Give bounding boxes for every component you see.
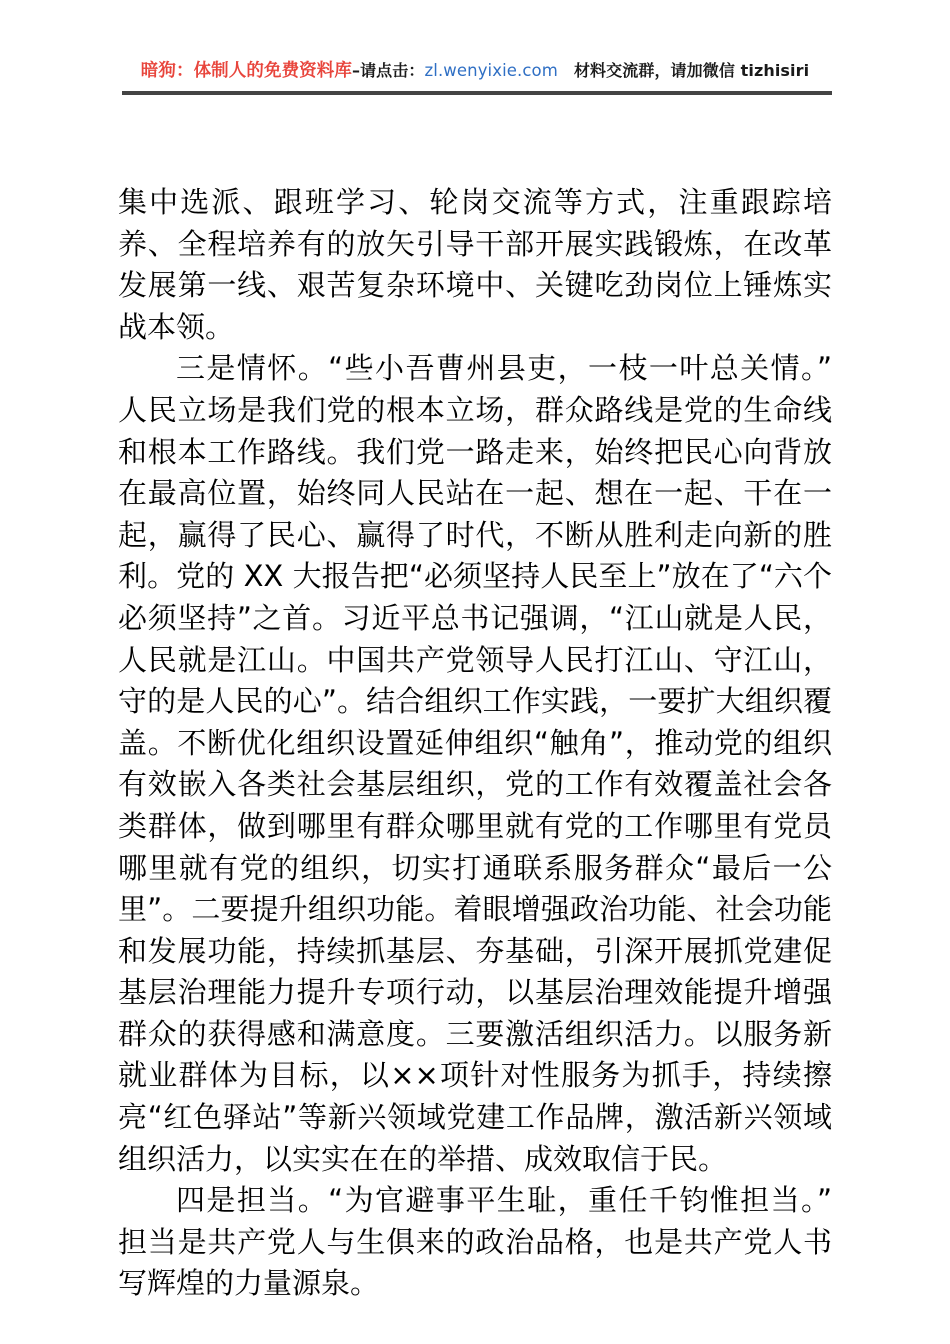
paragraph-continuation: 集中选派、跟班学习、轮岗交流等方式，注重跟踪培养、全程培养有的放矢引导干部开展实践锻炼，在改革发展第一线、艰苦复杂环境中、关键吃劲岗位上锤炼实战本领。 <box>118 185 832 344</box>
paragraph-si-shi-dan-dang: 四是担当。“为官避事平生耻，重任千钧惟担当。” 担当是共产党人与生俱来的政治品格，也是共产党人书写辉煌的力量源泉。 <box>118 1183 832 1301</box>
promo-cta-text: –请点击： <box>351 61 425 80</box>
promo-banner <box>0 58 950 84</box>
promo-site-link[interactable]: zl.wenyixie.com <box>424 61 558 80</box>
header-divider <box>122 91 832 95</box>
document-body <box>118 182 832 1305</box>
paragraph-san-shi-qing-huai: 三是情怀。“些小吾曹州县吏，一枝一叶总关情。” 人民立场是我们党的根本立场，群众路线是党的生命线和根本工作路线。我们党一路走来，始终把民心向背放在最高位置，始终同人民站在一起、想在一起、干在一起，赢得了民心、赢得了时代，不断从胜利走向新的胜利。党的 XX 大报告把“必须坚持人民至上”放在了“六个必须坚持”之首。习近平总书记强调，“江山就是人民，人民就是江山。中国共产党领导人民打江山、守江山，守的是人民的心”。结合组织工作实践，一要扩大组织覆盖。不断优化组织设置延伸组织“触角”，推动党的组织有效嵌入各类社会基层组织，党的工作有效覆盖社会各类群体，做到哪里有群众哪里就有党的工作哪里有党员哪里就有党的组织，切实打通联系服务群众“最后一公里”。二要提升组织功能。着眼增强政治功能、社会功能和发展功能，持续抓基层、夯基础，引深开展抓党建促基层治理能力提升专项行动，以基层治理效能提升增强群众的获得感和满意度。三要激活组织活力。以服务新就业群体为目标，以××项针对性服务为抓手，持续擦亮“红色驿站”等新兴领域党建工作品牌，激活新兴领域组织活力，以实实在在的举措、成效取信于民。 <box>118 351 832 1176</box>
promo-brand-text: 暗狗：体制人的免费资料库 <box>140 61 352 81</box>
promo-wechat-note: 材料交流群，请加微信 tizhisiri <box>573 61 810 80</box>
promo-banner-line <box>141 58 809 84</box>
